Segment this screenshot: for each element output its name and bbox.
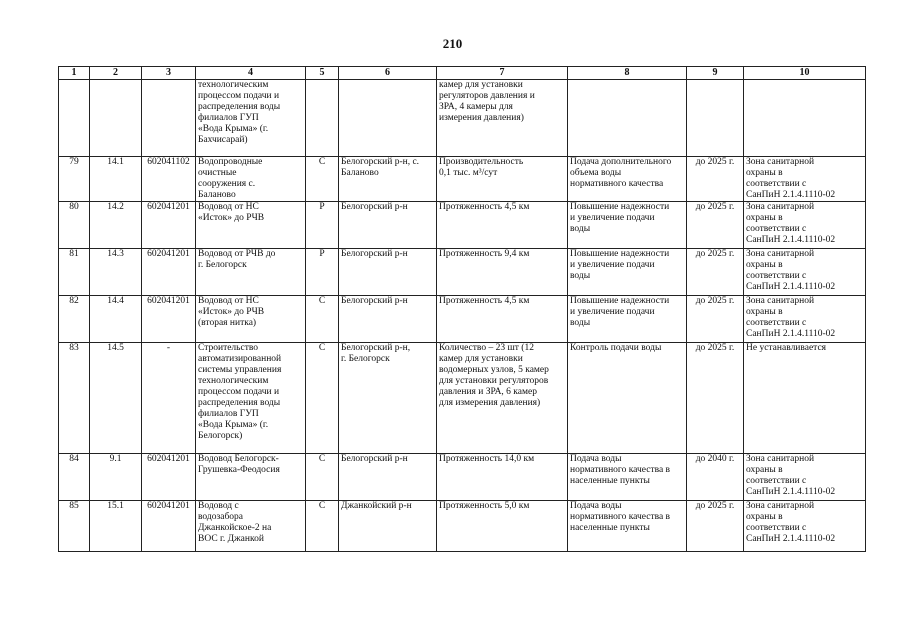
cell-characteristics: Протяженность 14,0 км xyxy=(437,454,568,501)
cell-object-name: Водовод Белогорск- Грушевка-Феодосия xyxy=(196,454,306,501)
cell-location: Белогорский р-н, с. Баланово xyxy=(339,157,437,202)
cell-classifier: 602041201 xyxy=(142,202,196,249)
cell-deadline: до 2040 г. xyxy=(687,454,744,501)
objects-table xyxy=(58,66,866,552)
page-number: 210 xyxy=(442,36,463,51)
table-row xyxy=(59,202,866,249)
cell-characteristics: Протяженность 4,5 км xyxy=(437,202,568,249)
cell-zone: Зона санитарной охраны в соответствии с СанПиН 2.1.4.1110-02 xyxy=(744,454,866,501)
cell-zone: Зона санитарной охраны в соответствии с СанПиН 2.1.4.1110-02 xyxy=(744,296,866,343)
cell-purpose: Подача воды нормативного качества в населенные пункты xyxy=(568,454,687,501)
cell-characteristics: Производительность 0,1 тыс. м³/сут xyxy=(437,157,568,202)
cell-location: Белогорский р-н, г. Белогорск xyxy=(339,343,437,454)
table-row xyxy=(59,296,866,343)
cell-characteristics: Протяженность 5,0 км xyxy=(437,501,568,552)
cell-object-name: Водовод от РЧВ до г. Белогорск xyxy=(196,249,306,296)
cell-characteristics: Протяженность 4,5 км xyxy=(437,296,568,343)
cell-status: С xyxy=(306,501,339,552)
cell-deadline: до 2025 г. xyxy=(687,202,744,249)
column-header: 6 xyxy=(339,67,437,80)
cell-location: Белогорский р-н xyxy=(339,249,437,296)
column-header: 1 xyxy=(59,67,90,80)
cell-status: С xyxy=(306,157,339,202)
cell-object-name: Водовод от НС «Исток» до РЧВ (вторая нитка) xyxy=(196,296,306,343)
cell-purpose: Подача дополнительного объема воды нормативного качества xyxy=(568,157,687,202)
cell-status: С xyxy=(306,343,339,454)
cell-location: Белогорский р-н xyxy=(339,454,437,501)
cell-characteristics: Количество – 23 шт (12 камер для установки водомерных узлов, 5 камер для установки регуляторов давления и ЗРА, 6 камер для измерения давления) xyxy=(437,343,568,454)
cell-classifier xyxy=(142,80,196,157)
cell-status xyxy=(306,80,339,157)
column-header: 3 xyxy=(142,67,196,80)
cell-classifier: 602041201 xyxy=(142,454,196,501)
cell-classifier: 602041102 xyxy=(142,157,196,202)
cell-purpose: Повышение надежности и увеличение подачи воды xyxy=(568,296,687,343)
table-row xyxy=(59,157,866,202)
cell-zone: Не устанавливается xyxy=(744,343,866,454)
cell-object-name: Водопроводные очистные сооружения с. Баланово xyxy=(196,157,306,202)
cell-number: 84 xyxy=(59,454,90,501)
table-row xyxy=(59,454,866,501)
cell-number: 83 xyxy=(59,343,90,454)
cell-zone: Зона санитарной охраны в соответствии с СанПиН 2.1.4.1110-02 xyxy=(744,501,866,552)
cell-characteristics: Протяженность 9,4 км xyxy=(437,249,568,296)
cell-code: 14.4 xyxy=(90,296,142,343)
cell-status: С xyxy=(306,454,339,501)
cell-object-name: Строительство автоматизированной системы управления технологическим процессом подачи и распределения воды филиалов ГУП «Вода Крыма» (г. Белогорск) xyxy=(196,343,306,454)
cell-purpose: Повышение надежности и увеличение подачи воды xyxy=(568,202,687,249)
cell-location xyxy=(339,80,437,157)
cell-code: 14.2 xyxy=(90,202,142,249)
table-row xyxy=(59,249,866,296)
cell-number xyxy=(59,80,90,157)
column-header: 9 xyxy=(687,67,744,80)
header-row xyxy=(59,67,866,80)
cell-purpose: Подача воды нормативного качества в населенные пункты xyxy=(568,501,687,552)
cell-classifier: - xyxy=(142,343,196,454)
cell-deadline: до 2025 г. xyxy=(687,343,744,454)
cell-zone: Зона санитарной охраны в соответствии с СанПиН 2.1.4.1110-02 xyxy=(744,157,866,202)
cell-purpose xyxy=(568,80,687,157)
cell-status: Р xyxy=(306,202,339,249)
cell-deadline xyxy=(687,80,744,157)
column-header: 5 xyxy=(306,67,339,80)
column-header: 4 xyxy=(196,67,306,80)
column-header: 7 xyxy=(437,67,568,80)
cell-purpose: Контроль подачи воды xyxy=(568,343,687,454)
cell-purpose: Повышение надежности и увеличение подачи воды xyxy=(568,249,687,296)
cell-code: 9.1 xyxy=(90,454,142,501)
cell-number: 80 xyxy=(59,202,90,249)
cell-number: 79 xyxy=(59,157,90,202)
cell-zone: Зона санитарной охраны в соответствии с СанПиН 2.1.4.1110-02 xyxy=(744,202,866,249)
cell-code: 14.3 xyxy=(90,249,142,296)
cell-deadline: до 2025 г. xyxy=(687,157,744,202)
cell-code: 14.1 xyxy=(90,157,142,202)
cell-classifier: 602041201 xyxy=(142,501,196,552)
cell-location: Белогорский р-н xyxy=(339,202,437,249)
column-header: 2 xyxy=(90,67,142,80)
cell-object-name: Водовод с водозабора Джанкойское-2 на ВОС г. Джанкой xyxy=(196,501,306,552)
cell-location: Белогорский р-н xyxy=(339,296,437,343)
cell-classifier: 602041201 xyxy=(142,249,196,296)
cell-classifier: 602041201 xyxy=(142,296,196,343)
cell-object-name: технологическим процессом подачи и распределения воды филиалов ГУП «Вода Крыма» (г. Бахчисарай) xyxy=(196,80,306,157)
cell-zone: Зона санитарной охраны в соответствии с СанПиН 2.1.4.1110-02 xyxy=(744,249,866,296)
cell-number: 85 xyxy=(59,501,90,552)
cell-status: С xyxy=(306,296,339,343)
cell-code: 15.1 xyxy=(90,501,142,552)
cell-location: Джанкойский р-н xyxy=(339,501,437,552)
cell-zone xyxy=(744,80,866,157)
cell-number: 82 xyxy=(59,296,90,343)
cell-status: Р xyxy=(306,249,339,296)
column-header: 10 xyxy=(744,67,866,80)
cell-object-name: Водовод от НС «Исток» до РЧВ xyxy=(196,202,306,249)
cell-deadline: до 2025 г. xyxy=(687,501,744,552)
table-row xyxy=(59,80,866,157)
cell-code: 14.5 xyxy=(90,343,142,454)
table-row xyxy=(59,343,866,454)
table-row xyxy=(59,501,866,552)
cell-characteristics: камер для установки регуляторов давления и ЗРА, 4 камеры для измерения давления) xyxy=(437,80,568,157)
cell-code xyxy=(90,80,142,157)
cell-number: 81 xyxy=(59,249,90,296)
cell-deadline: до 2025 г. xyxy=(687,296,744,343)
cell-deadline: до 2025 г. xyxy=(687,249,744,296)
column-header: 8 xyxy=(568,67,687,80)
